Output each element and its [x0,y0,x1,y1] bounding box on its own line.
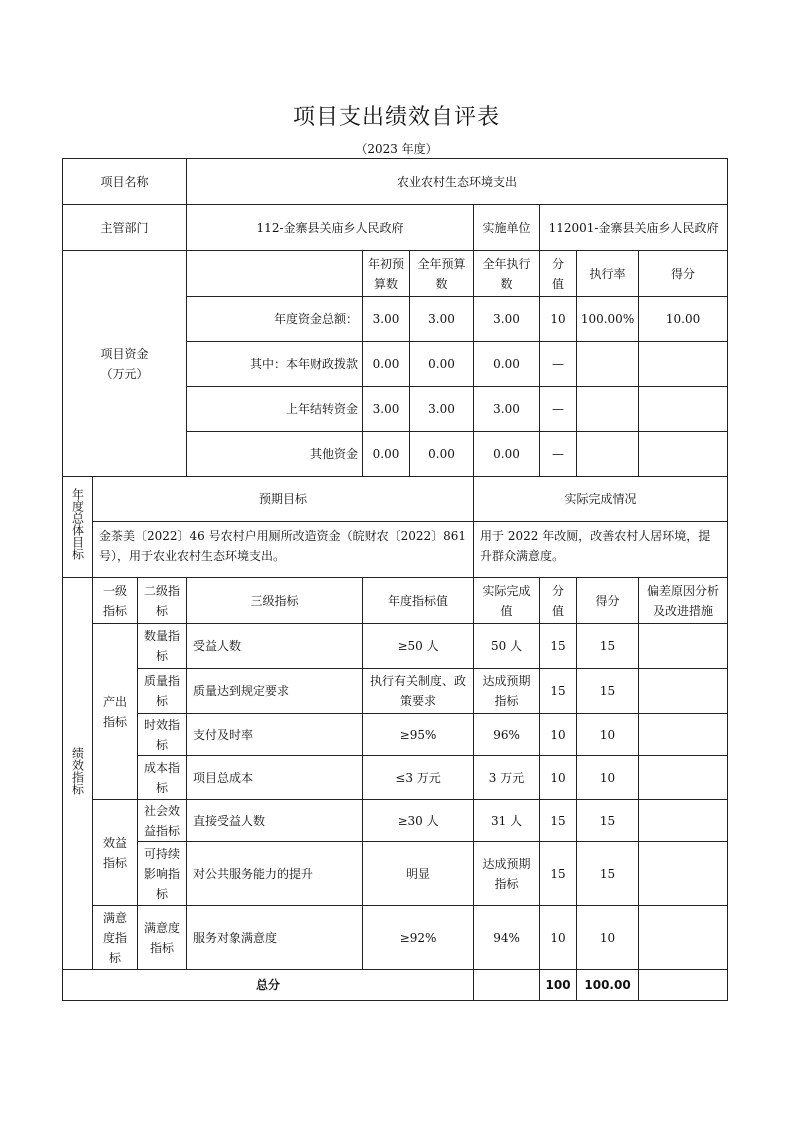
dept-value: 112-金寨县关庙乡人民政府 [187,205,474,251]
l3-cell: 质量达到规定要求 [187,669,363,714]
l1-satisfaction: 满意 度指 标 [93,906,138,970]
fund-initial: 3.00 [363,297,410,342]
target-cell: ≥95% [363,714,474,756]
indicator-row [63,906,728,970]
fund-header-initial: 年初预 算数 [363,251,410,297]
fund-score [639,342,728,387]
l3-cell: 支付及时率 [187,714,363,756]
fund-initial: 0.00 [363,432,410,477]
perf-header-note: 偏差原因分析 及改进措施 [639,578,728,624]
total-note [639,970,728,1001]
fund-label: 项目资金 （万元） [63,251,187,477]
actual-result-text: 用于 2022 年改厕，改善农村人居环境，提升群众满意度。 [474,522,728,578]
actual-result-header: 实际完成情况 [474,477,728,522]
fund-annual: 0.00 [410,342,474,387]
unit-label: 实施单位 [474,205,540,251]
fund-row-label: 上年结转资金 [187,387,363,432]
note-cell [639,756,728,800]
fund-weight: — [540,342,577,387]
fund-header-row [63,251,728,297]
fund-rate [577,432,639,477]
l2-cell: 满意度 指标 [138,906,187,970]
note-cell [639,714,728,756]
project-name-label: 项目名称 [63,159,187,205]
indicator-row [63,669,728,714]
fund-row-label: 其他资金 [187,432,363,477]
expected-goal-header: 预期目标 [93,477,474,522]
target-cell: ≤3 万元 [363,756,474,800]
fund-rate [577,342,639,387]
fund-rate [577,387,639,432]
perf-header-l3: 三级指标 [187,578,363,624]
fund-annual: 0.00 [410,432,474,477]
score-cell: 15 [577,800,639,842]
evaluation-table [62,158,728,1001]
fund-header-blank [187,251,363,297]
total-label: 总分 [63,970,474,1001]
fund-row-label: 年度资金总额： [187,297,363,342]
l2-cell: 质量指 标 [138,669,187,714]
fund-weight: — [540,387,577,432]
perf-header-l2: 二级指 标 [138,578,187,624]
goals-content-row [63,522,728,578]
perf-header-target: 年度指标值 [363,578,474,624]
perf-header-row [63,578,728,624]
indicator-row [63,800,728,842]
weight-cell: 10 [540,756,577,800]
actual-cell: 50 人 [474,624,540,669]
note-cell [639,842,728,906]
target-cell: ≥30 人 [363,800,474,842]
total-row [63,970,728,1001]
fund-row-label: 其中：本年财政拨款 [187,342,363,387]
perf-header-weight: 分 值 [540,578,577,624]
indicator-row [63,624,728,669]
page-title: 项目支出绩效自评表 [292,105,500,130]
goals-header-row [63,477,728,522]
weight-cell: 15 [540,624,577,669]
fund-annual: 3.00 [410,387,474,432]
perf-header-score: 得分 [577,578,639,624]
l3-cell: 受益人数 [187,624,363,669]
total-score: 100.00 [577,970,639,1001]
actual-cell: 3 万元 [474,756,540,800]
indicator-row [63,842,728,906]
fund-header-weight: 分 值 [540,251,577,297]
total-blank [474,970,540,1001]
fund-executed: 3.00 [474,297,540,342]
dept-label: 主管部门 [63,205,187,251]
l2-cell: 成本指 标 [138,756,187,800]
indicator-row [63,756,728,800]
l3-cell: 项目总成本 [187,756,363,800]
fund-initial: 3.00 [363,387,410,432]
target-cell: ≥50 人 [363,624,474,669]
project-name-row [63,159,728,205]
fund-weight: 10 [540,297,577,342]
actual-cell: 96% [474,714,540,756]
department-row [63,205,728,251]
weight-cell: 15 [540,800,577,842]
fund-executed: 3.00 [474,387,540,432]
actual-cell: 达成预期 指标 [474,669,540,714]
perf-header-actual: 实际完成 值 [474,578,540,624]
fund-header-score: 得分 [639,251,728,297]
weight-cell: 10 [540,714,577,756]
target-cell: 明显 [363,842,474,906]
score-cell: 10 [577,756,639,800]
actual-cell: 达成预期 指标 [474,842,540,906]
fund-weight: — [540,432,577,477]
l2-cell: 时效指 标 [138,714,187,756]
project-name-value: 农业农村生态环境支出 [187,159,728,205]
target-cell: ≥92% [363,906,474,970]
note-cell [639,624,728,669]
fund-score [639,387,728,432]
perf-header-l1: 一级 指标 [93,578,138,624]
l3-cell: 直接受益人数 [187,800,363,842]
l2-cell: 数量指 标 [138,624,187,669]
score-cell: 10 [577,906,639,970]
note-cell [639,906,728,970]
year-label: （2023 年度） [355,142,438,156]
score-cell: 15 [577,624,639,669]
unit-value: 112001-金寨县关庙乡人民政府 [540,205,728,251]
fund-score: 10.00 [639,297,728,342]
weight-cell: 10 [540,906,577,970]
goals-label: 年度总体目标 [63,477,93,578]
fund-header-rate: 执行率 [577,251,639,297]
fund-initial: 0.00 [363,342,410,387]
l1-benefit: 效益 指标 [93,800,138,906]
note-cell [639,669,728,714]
expected-goal-text: 金茶美〔2022〕46 号农村户用厕所改造资金（皖财农〔2022〕861 号），用于农业农村生态环境支出。 [93,522,474,578]
indicator-row [63,714,728,756]
fund-header-executed: 全年执行 数 [474,251,540,297]
l1-output: 产出 指标 [93,624,138,800]
l2-cell: 社会效 益指标 [138,800,187,842]
score-cell: 10 [577,714,639,756]
score-cell: 15 [577,669,639,714]
total-weight: 100 [540,970,577,1001]
fund-executed: 0.00 [474,432,540,477]
actual-cell: 94% [474,906,540,970]
target-cell: 执行有关制度、政 策要求 [363,669,474,714]
l2-cell: 可持续 影响指 标 [138,842,187,906]
note-cell [639,800,728,842]
fund-annual: 3.00 [410,297,474,342]
l3-cell: 对公共服务能力的提升 [187,842,363,906]
fund-header-annual: 全年预算数 [410,251,474,297]
fund-executed: 0.00 [474,342,540,387]
actual-cell: 31 人 [474,800,540,842]
l3-cell: 服务对象满意度 [187,906,363,970]
weight-cell: 15 [540,669,577,714]
fund-score [639,432,728,477]
score-cell: 15 [577,842,639,906]
weight-cell: 15 [540,842,577,906]
perf-label: 绩效指标 [63,578,93,970]
fund-rate: 100.00% [577,297,639,342]
